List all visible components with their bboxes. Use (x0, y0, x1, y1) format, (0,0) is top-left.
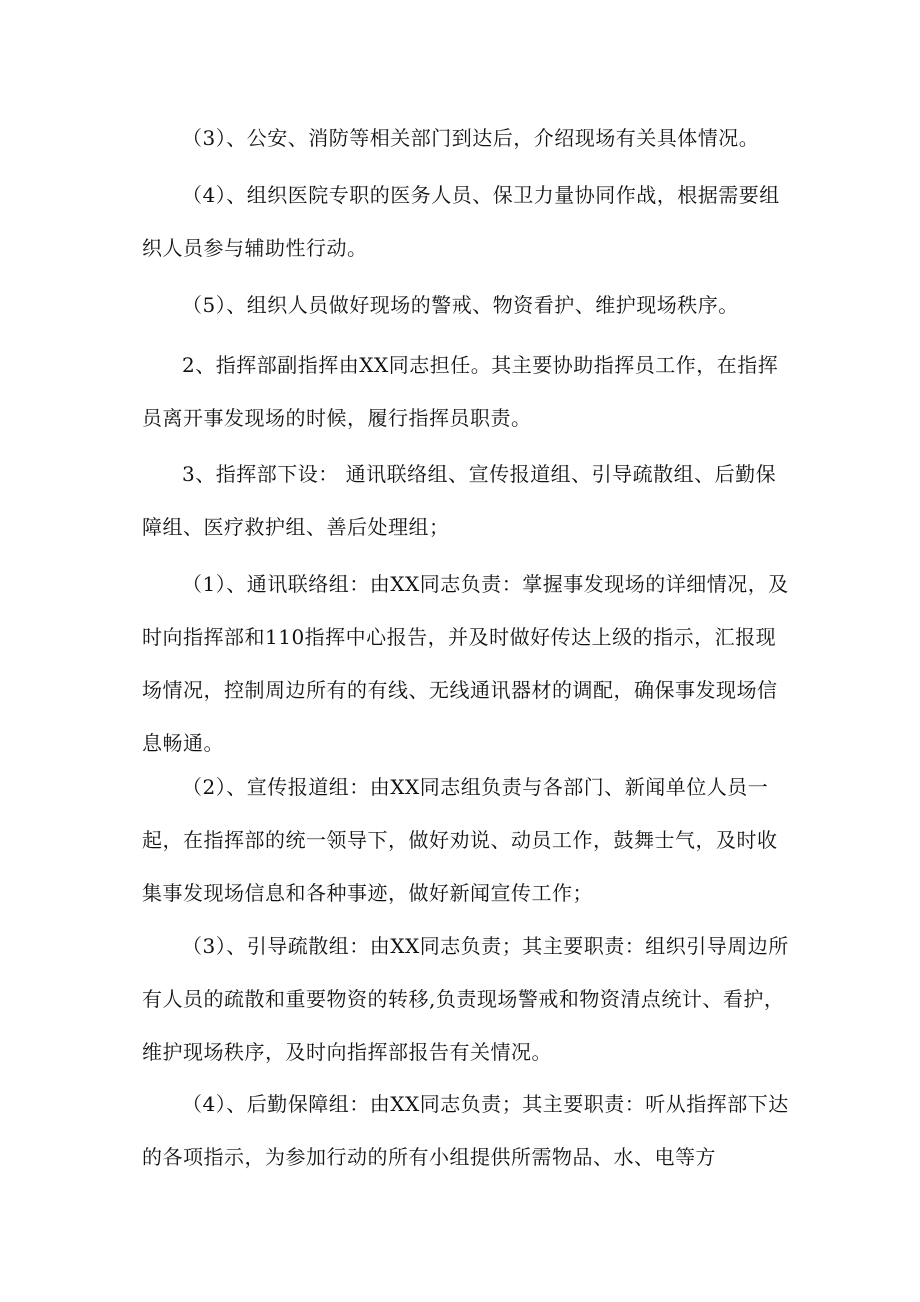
paragraph-logistics-group: （4）、后勤保障组：由XX同志负责；其主要职责：听从指挥部下达的各项指示，为参加行动的所有小组提供所需物品、水、电等方 (142, 1092, 789, 1169)
paragraph-sub3-police-fire: （3）、公安、消防等相关部门到达后，介绍现场有关具体情况。 (182, 126, 760, 150)
paragraph-sub5-site-security: （5）、组织人员做好现场的警戒、物资看护、维护现场秩序。 (182, 293, 739, 317)
paragraph-evacuation-group: （3）、引导疏散组：由XX同志负责；其主要职责：组织引导周边所有人员的疏散和重要物资的转移,负责现场警戒和物资清点统计、看护，维护现场秩序，及时向指挥部报告有关情况。 (142, 934, 789, 1064)
paragraph-sub4-medical-staff: （4）、组织医院专职的医务人员、保卫力量协同作战，根据需要组织人员参与辅助性行动。 (142, 183, 780, 260)
paragraph-communication-group: （1）、通讯联络组：由XX同志负责：掌握事发现场的详细情况，及时向指挥部和110指挥中心报告，并及时做好传达上级的指示，汇报现场情况，控制周边所有的有线、无线通讯器材的调配，确保事发现场信息畅通。 (142, 572, 789, 755)
paragraph-3-command-groups: 3、指挥部下设： 通讯联络组、宣传报道组、引导疏散组、后勤保障组、医疗救护组、善后处理组； (142, 462, 777, 539)
paragraph-2-deputy-commander: 2、指挥部副指挥由XX同志担任。其主要协助指挥员工作，在指挥员离开事发现场的时候，履行指挥员职责。 (142, 353, 779, 430)
paragraph-publicity-group: （2）、宣传报道组：由XX同志组负责与各部门、新闻单位人员一起，在指挥部的统一领导下，做好劝说、动员工作，鼓舞士气，及时收集事发现场信息和各种事迹，做好新闻宣传工作； (142, 775, 778, 905)
